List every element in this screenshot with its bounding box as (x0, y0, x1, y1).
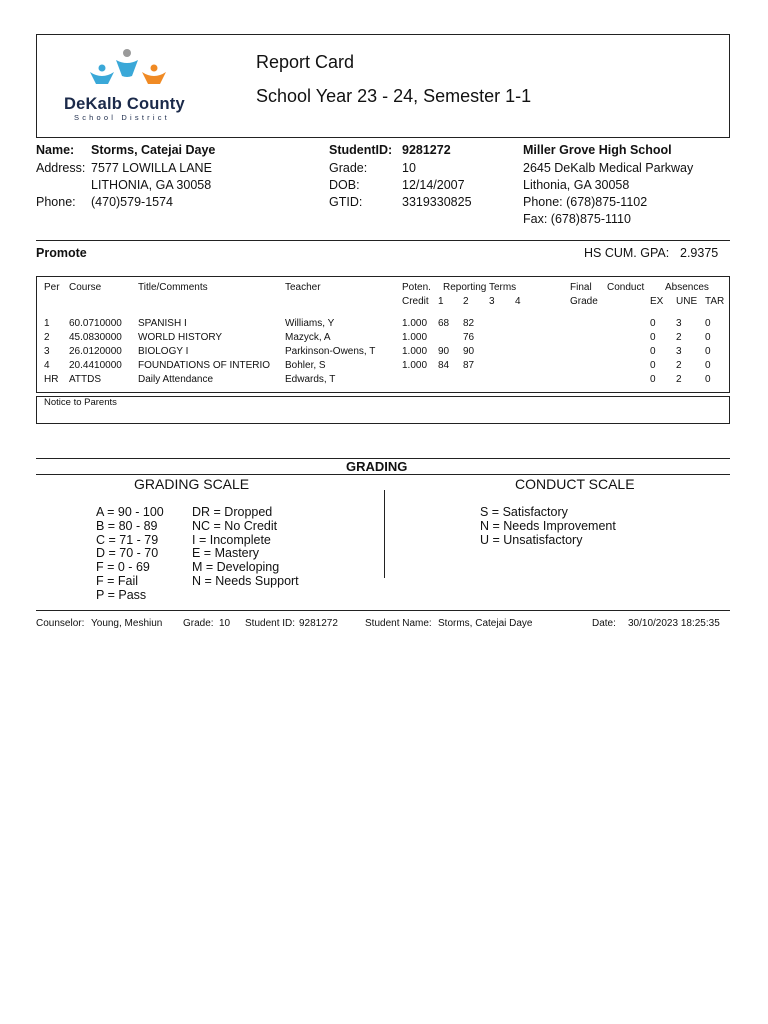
logo-name: DeKalb County (64, 95, 185, 113)
gpa-label: HS CUM. GPA: (584, 246, 670, 260)
footer-student-name: Storms, Catejai Daye (438, 618, 533, 629)
footer-student-id: 9281272 (299, 618, 338, 629)
table-row-course: 45.0830000 (69, 332, 122, 343)
grade-code-item: DR = Dropped (192, 505, 273, 519)
conduct-scale-item: S = Satisfactory (480, 505, 568, 519)
table-row-term1: 68 (438, 318, 450, 329)
counselor-name: Young, Meshiun (91, 618, 163, 629)
grading-bottom-line (36, 474, 730, 475)
logo-figure-head-right (151, 65, 158, 72)
table-row-per: HR (44, 374, 59, 385)
table-row-tar: 0 (705, 332, 711, 343)
grade-code-item: NC = No Credit (192, 518, 278, 533)
conduct-scale-title: CONDUCT SCALE (515, 476, 635, 492)
table-row-credit: 1.000 (402, 318, 428, 329)
page-title: Report Card (256, 52, 355, 72)
table-row-credit: 1.000 (402, 360, 428, 371)
footer-student-id-label: Student ID: (245, 618, 296, 629)
col-header-grade: Grade (570, 296, 598, 307)
table-row-tar: 0 (705, 318, 711, 329)
phone-label: Phone: (36, 195, 76, 209)
grading-title: GRADING (346, 459, 408, 474)
col-header-reporting: Reporting Terms (443, 282, 517, 293)
table-row-course: 20.4410000 (69, 360, 122, 371)
table-row-une: 3 (676, 346, 682, 357)
student-phone: (470)579-1574 (91, 195, 174, 209)
col-header-final: Final (570, 282, 592, 293)
footer-grade: 10 (219, 618, 231, 629)
counselor-label: Counselor: (36, 618, 85, 629)
col-header-absences: Absences (665, 282, 709, 293)
footer-date-label: Date: (592, 618, 616, 629)
gtid-label: GTID: (329, 195, 363, 209)
table-row-credit: 1.000 (402, 332, 428, 343)
conduct-scale-item: U = Unsatisfactory (480, 532, 583, 547)
grade-scale-item: B = 80 - 89 (96, 518, 158, 533)
grade-scale-item: P = Pass (96, 587, 147, 602)
conduct-scale-item: N = Needs Improvement (480, 518, 616, 533)
dob-label: DOB: (329, 178, 360, 192)
grade-scale-item: F = 0 - 69 (96, 560, 150, 575)
table-row-title: WORLD HISTORY (138, 332, 223, 343)
conduct-scale-list (480, 506, 616, 547)
grade-value: 10 (402, 161, 416, 175)
grade-scale-list (96, 506, 164, 603)
table-row-title: BIOLOGY I (138, 346, 189, 357)
col-header-credit: Credit (402, 296, 429, 307)
logo-figure-head-left (99, 65, 106, 72)
table-row-term2: 82 (463, 318, 475, 329)
table-row-ex: 0 (650, 318, 656, 329)
table-row-tar: 0 (705, 346, 711, 357)
grade-scale-item: F = Fail (96, 573, 139, 588)
grade-scale-item: C = 71 - 79 (96, 532, 159, 547)
notice-box (36, 396, 730, 424)
name-label: Name: (36, 143, 75, 157)
table-row-ex: 0 (650, 346, 656, 357)
school-phone: Phone: (678)875-1102 (523, 195, 648, 209)
col-header-conduct: Conduct (607, 282, 645, 293)
footer-line (36, 610, 730, 611)
col-header-term3: 3 (489, 296, 495, 307)
table-row-ex: 0 (650, 360, 656, 371)
address-line1: 7577 LOWILLA LANE (91, 161, 212, 175)
student-name: Storms, Catejai Daye (91, 143, 216, 157)
footer-grade-label: Grade: (183, 618, 214, 629)
gtid-value: 3319330825 (402, 195, 472, 209)
dob-value: 12/14/2007 (402, 178, 465, 192)
grade-code-item: M = Developing (192, 560, 280, 575)
divider-line (36, 240, 730, 241)
footer-student-name-label: Student Name: (365, 618, 432, 629)
table-row-course: 60.0710000 (69, 318, 122, 329)
address-line2: LITHONIA, GA 30058 (91, 178, 212, 192)
promote-status: Promote (36, 246, 87, 260)
table-row-teacher: Bohler, S (285, 360, 326, 371)
table-row-term2: 90 (463, 346, 475, 357)
col-header-poten: Poten. (402, 282, 431, 293)
table-row-une: 3 (676, 318, 682, 329)
table-row-title: SPANISH I (138, 318, 187, 329)
student-id: 9281272 (402, 143, 451, 157)
table-row-term1: 90 (438, 346, 450, 357)
logo-subtitle: School District (74, 113, 170, 122)
notice-label: Notice to Parents (44, 397, 117, 408)
dekalb-logo-icon (80, 46, 180, 94)
table-row-une: 2 (676, 332, 682, 343)
table-row-tar: 0 (705, 374, 711, 385)
logo-figure-head-center (123, 49, 131, 57)
table-row-teacher: Edwards, T (285, 374, 336, 385)
grade-code-item: N = Needs Support (192, 573, 299, 588)
student-id-label: StudentID: (329, 143, 393, 157)
page-subtitle: School Year 23 - 24, Semester 1-1 (256, 86, 532, 106)
col-header-ex: EX (650, 296, 664, 307)
school-address2: Lithonia, GA 30058 (523, 178, 630, 192)
gpa-value: 2.9375 (680, 246, 719, 260)
logo-figure-center (116, 60, 138, 77)
table-row-term2: 87 (463, 360, 475, 371)
col-header-teacher: Teacher (285, 282, 321, 293)
grade-code-item: I = Incomplete (192, 532, 271, 547)
logo-figure-left (90, 72, 114, 84)
table-row-ex: 0 (650, 332, 656, 343)
grade-label: Grade: (329, 161, 368, 175)
col-header-une: UNE (676, 296, 698, 307)
grade-code-item: E = Mastery (192, 546, 260, 561)
grading-scale-title: GRADING SCALE (134, 476, 250, 492)
table-row-per: 1 (44, 318, 50, 329)
table-row-title: Daily Attendance (138, 374, 214, 385)
footer-date: 30/10/2023 18:25:35 (628, 618, 720, 629)
school-name: Miller Grove High School (523, 143, 672, 157)
school-fax: Fax: (678)875-1110 (523, 212, 631, 226)
table-row-teacher: Mazyck, A (285, 332, 331, 343)
col-header-term1: 1 (438, 296, 444, 307)
table-row-teacher: Parkinson-Owens, T (285, 346, 376, 357)
grade-code-list (192, 506, 299, 589)
scale-divider (384, 490, 385, 578)
col-header-course: Course (69, 282, 102, 293)
table-row-per: 4 (44, 360, 50, 371)
table-row-ex: 0 (650, 374, 656, 385)
table-row-title: FOUNDATIONS OF INTERIO (138, 360, 271, 371)
table-row-term1: 84 (438, 360, 450, 371)
grade-scale-item: A = 90 - 100 (96, 505, 164, 519)
col-header-title: Title/Comments (138, 282, 208, 293)
table-row-credit: 1.000 (402, 346, 428, 357)
col-header-term2: 2 (463, 296, 469, 307)
col-header-per: Per (44, 282, 60, 293)
table-row-per: 2 (44, 332, 50, 343)
col-header-term4: 4 (515, 296, 521, 307)
table-row-per: 3 (44, 346, 50, 357)
table-row-course: ATTDS (69, 374, 102, 385)
table-row-une: 2 (676, 374, 682, 385)
table-row-tar: 0 (705, 360, 711, 371)
table-row-term2: 76 (463, 332, 475, 343)
table-row-course: 26.0120000 (69, 346, 122, 357)
address-label: Address: (36, 161, 86, 175)
table-row-teacher: Williams, Y (285, 318, 335, 329)
logo-figure-right (142, 72, 166, 84)
school-address1: 2645 DeKalb Medical Parkway (523, 161, 694, 175)
col-header-tar: TAR (705, 296, 725, 307)
table-row-une: 2 (676, 360, 682, 371)
grade-scale-item: D = 70 - 70 (96, 546, 159, 561)
